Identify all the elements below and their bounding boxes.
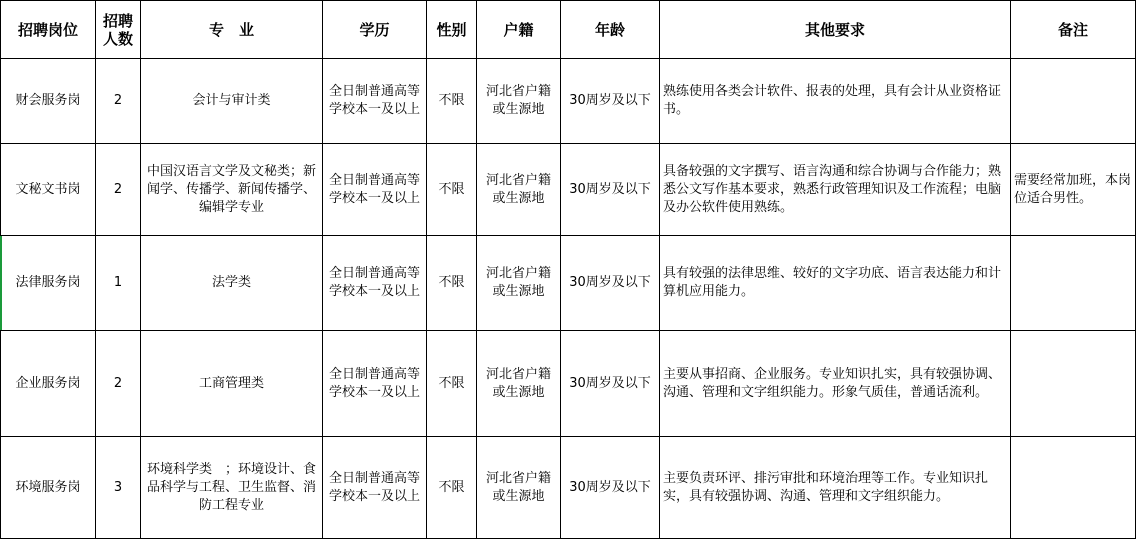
cell-education: 全日制普通高等学校本一及以上 bbox=[323, 236, 427, 331]
table-row bbox=[1, 437, 1136, 539]
cell-major: 环境科学类 ；环境设计、食品科学与工程、卫生监督、消防工程专业 bbox=[141, 437, 323, 539]
cell-gender: 不限 bbox=[427, 331, 477, 437]
cell-education: 全日制普通高等学校本一及以上 bbox=[323, 59, 427, 144]
table-row bbox=[1, 59, 1136, 144]
cell-other: 主要负责环评、排污审批和环境治理等工作。专业知识扎实，具有较强协调、沟通、管理和文字组织能力。 bbox=[660, 437, 1011, 539]
cell-gender: 不限 bbox=[427, 144, 477, 236]
cell-position: 环境服务岗 bbox=[1, 437, 96, 539]
cell-remark bbox=[1011, 331, 1136, 437]
header-gender: 性别 bbox=[427, 1, 477, 59]
cell-position: 财会服务岗 bbox=[1, 59, 96, 144]
cell-remark bbox=[1011, 437, 1136, 539]
cell-position: 法律服务岗 bbox=[1, 236, 96, 331]
cell-count: 3 bbox=[96, 437, 141, 539]
cell-gender: 不限 bbox=[427, 59, 477, 144]
cell-hukou: 河北省户籍或生源地 bbox=[477, 144, 561, 236]
table-row bbox=[1, 331, 1136, 437]
cell-position: 文秘文书岗 bbox=[1, 144, 96, 236]
cell-other: 主要从事招商、企业服务。专业知识扎实，具有较强协调、沟通、管理和文字组织能力。形象气质佳，普通话流利。 bbox=[660, 331, 1011, 437]
table-row bbox=[1, 144, 1136, 236]
header-education: 学历 bbox=[323, 1, 427, 59]
cell-major: 中国汉语言文学及文秘类；新闻学、传播学、新闻传播学、编辑学专业 bbox=[141, 144, 323, 236]
header-row bbox=[1, 1, 1136, 59]
cell-hukou: 河北省户籍或生源地 bbox=[477, 437, 561, 539]
cell-age: 30周岁及以下 bbox=[561, 331, 660, 437]
cell-hukou: 河北省户籍或生源地 bbox=[477, 331, 561, 437]
cell-count: 2 bbox=[96, 331, 141, 437]
cell-count: 1 bbox=[96, 236, 141, 331]
cell-major: 工商管理类 bbox=[141, 331, 323, 437]
cell-other: 熟练使用各类会计软件、报表的处理，具有会计从业资格证书。 bbox=[660, 59, 1011, 144]
header-count: 招聘人数 bbox=[96, 1, 141, 59]
cell-other: 具备较强的文字撰写、语言沟通和综合协调与合作能力；熟悉公文写作基本要求，熟悉行政管理知识及工作流程；电脑及办公软件使用熟练。 bbox=[660, 144, 1011, 236]
cell-education: 全日制普通高等学校本一及以上 bbox=[323, 331, 427, 437]
header-hukou: 户籍 bbox=[477, 1, 561, 59]
cell-count: 2 bbox=[96, 59, 141, 144]
cell-count: 2 bbox=[96, 144, 141, 236]
cell-age: 30周岁及以下 bbox=[561, 59, 660, 144]
header-position: 招聘岗位 bbox=[1, 1, 96, 59]
cell-position: 企业服务岗 bbox=[1, 331, 96, 437]
cell-other: 具有较强的法律思维、较好的文字功底、语言表达能力和计算机应用能力。 bbox=[660, 236, 1011, 331]
cell-hukou: 河北省户籍或生源地 bbox=[477, 59, 561, 144]
cell-major: 会计与审计类 bbox=[141, 59, 323, 144]
cell-age: 30周岁及以下 bbox=[561, 236, 660, 331]
header-age: 年龄 bbox=[561, 1, 660, 59]
header-other: 其他要求 bbox=[660, 1, 1011, 59]
cell-age: 30周岁及以下 bbox=[561, 144, 660, 236]
cell-remark: 需要经常加班，本岗位适合男性。 bbox=[1011, 144, 1136, 236]
cell-gender: 不限 bbox=[427, 437, 477, 539]
cell-remark bbox=[1011, 59, 1136, 144]
cell-remark bbox=[1011, 236, 1136, 331]
table-row bbox=[1, 236, 1136, 331]
cell-age: 30周岁及以下 bbox=[561, 437, 660, 539]
cell-education: 全日制普通高等学校本一及以上 bbox=[323, 437, 427, 539]
header-major: 专 业 bbox=[141, 1, 323, 59]
selection-edge-marker bbox=[0, 236, 2, 330]
cell-hukou: 河北省户籍或生源地 bbox=[477, 236, 561, 331]
cell-gender: 不限 bbox=[427, 236, 477, 331]
cell-major: 法学类 bbox=[141, 236, 323, 331]
header-remark: 备注 bbox=[1011, 1, 1136, 59]
cell-education: 全日制普通高等学校本一及以上 bbox=[323, 144, 427, 236]
